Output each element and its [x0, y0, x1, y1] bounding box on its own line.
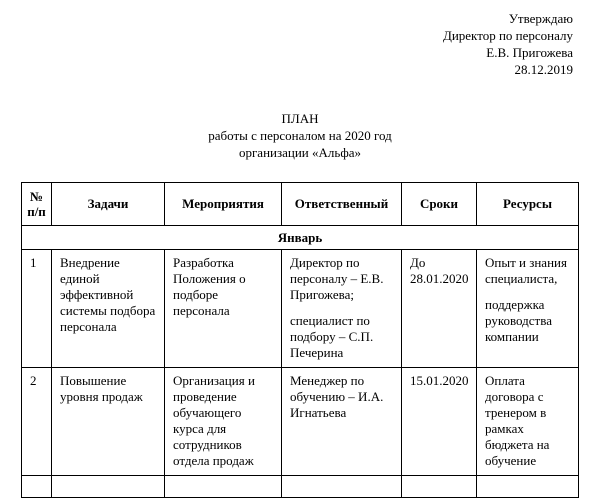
document-title: [0, 110, 600, 161]
table-header-row: [22, 183, 579, 226]
row-task: Повышение уровня продаж: [52, 368, 165, 476]
empty-cell: [165, 476, 282, 498]
plan-table: [21, 182, 579, 498]
header-deadlines: Сроки: [402, 183, 477, 226]
row-event: Разработка Положения о подборе персонала: [165, 250, 282, 368]
approval-block: [443, 10, 573, 78]
responsible-person: Менеджер по обучению – И.А. Игнатьева: [290, 373, 384, 420]
header-number-line1: №: [29, 189, 44, 204]
month-label: Январь: [22, 226, 579, 250]
resource-item: поддержка руководства компании: [485, 297, 552, 344]
approval-date: 28.12.2019: [514, 62, 573, 77]
empty-cell: [402, 476, 477, 498]
row-task: Внедрение единой эффективной системы подбора персонала: [52, 250, 165, 368]
table-row: [22, 368, 579, 476]
header-tasks: Задачи: [52, 183, 165, 226]
row-deadline: 15.01.2020: [402, 368, 477, 476]
header-resources: Ресурсы: [477, 183, 579, 226]
empty-cell: [282, 476, 402, 498]
row-number: 2: [22, 368, 52, 476]
row-deadline: До 28.01.2020: [402, 250, 477, 368]
header-events: Мероприятия: [165, 183, 282, 226]
row-responsible: [282, 250, 402, 368]
resource-item: Опыт и знания специалиста,: [485, 255, 567, 286]
header-responsible: Ответственный: [282, 183, 402, 226]
responsible-person: Директор по персоналу – Е.В. Пригожева;: [290, 255, 384, 302]
empty-cell: [52, 476, 165, 498]
row-number: 1: [22, 250, 52, 368]
row-resources: [477, 368, 579, 476]
row-responsible: [282, 368, 402, 476]
table-row-cut-off: [22, 476, 579, 498]
header-number: [22, 183, 52, 226]
month-row: [22, 226, 579, 250]
title-organization: организации «Альфа»: [238, 145, 362, 160]
title-subject: работы с персоналом на 2020 год: [208, 128, 392, 143]
table-row: [22, 250, 579, 368]
empty-cell: [22, 476, 52, 498]
approver-name: Е.В. Пригожева: [486, 45, 573, 60]
empty-cell: [477, 476, 579, 498]
approval-label: Утверждаю: [508, 11, 573, 26]
row-event: Организация и проведение обучающего курса для сотрудников отдела продаж: [165, 368, 282, 476]
approver-position: Директор по персоналу: [442, 28, 573, 43]
title-plan: ПЛАН: [281, 111, 319, 126]
resource-item: Оплата договора с тренером в рамках бюджета на обучение: [485, 373, 550, 468]
responsible-person: специалист по подбору – С.П. Печерина: [290, 313, 374, 360]
row-resources: [477, 250, 579, 368]
header-number-line2: п/п: [27, 204, 46, 219]
